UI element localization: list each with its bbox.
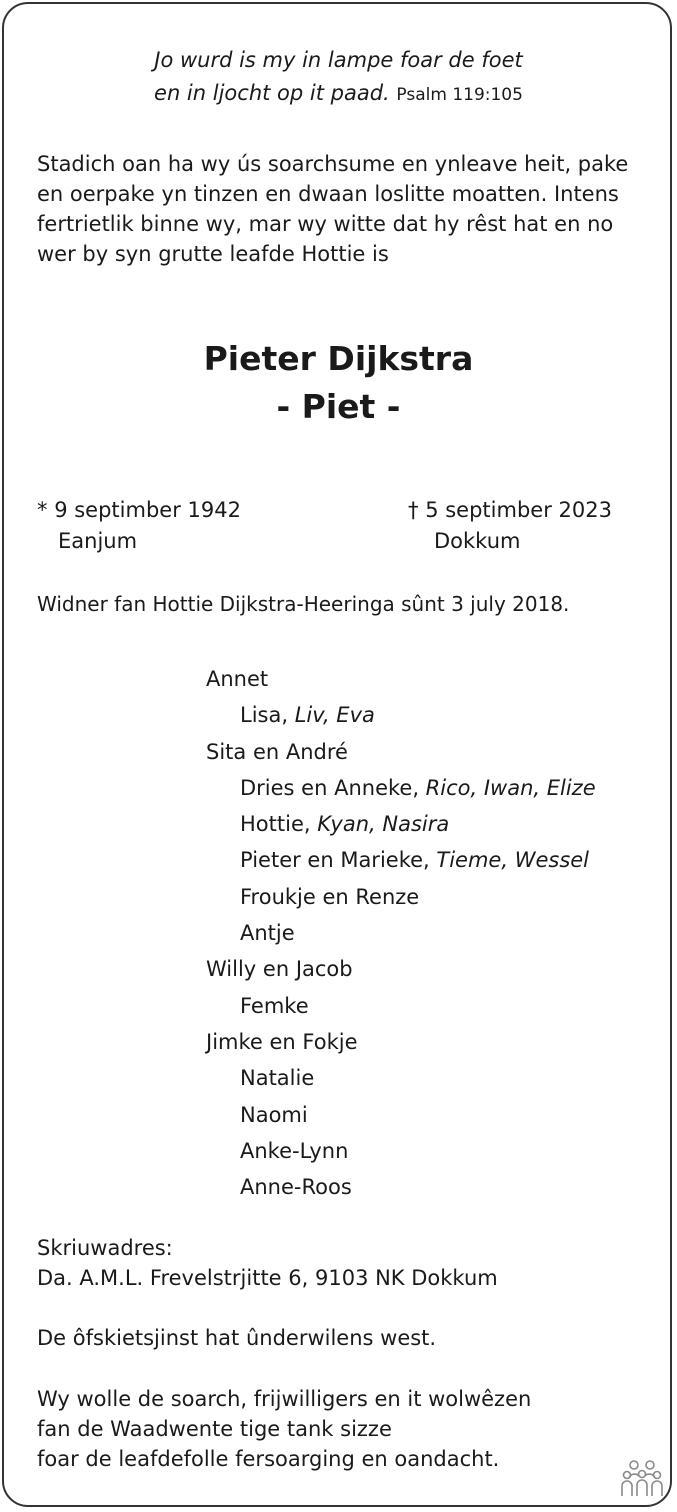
family-member-great-grandchildren: Liv, Eva — [294, 703, 375, 728]
family-member-names: Sita en André — [206, 739, 348, 764]
intro-line-3: fertrietlik binne wy, mar wy witte dat hy rêst hat en no — [37, 212, 614, 236]
address-label: Skriuwadres: — [37, 1236, 173, 1260]
family-list — [206, 661, 596, 1205]
intro-line-4: wer by syn grutte leafde Hottie is — [37, 242, 389, 266]
death-symbol: † — [408, 498, 419, 522]
service-note: De ôfskietsjinst hat ûnderwilens west. — [37, 1326, 437, 1350]
family-member-grandchild — [206, 842, 596, 878]
deceased-nickname: - Piet - — [276, 387, 401, 426]
death-place: Dokkum — [434, 529, 521, 553]
family-member-names: Anne-Roos — [240, 1175, 352, 1200]
family-member-grandchild — [206, 915, 596, 951]
verse-line-1: Jo wurd is my in lampe foar de foet — [154, 48, 523, 72]
family-member-names: Pieter en Marieke, — [240, 848, 437, 873]
verse-reference: Psalm 119:105 — [396, 85, 523, 105]
family-member-names: Lisa, — [240, 703, 295, 728]
birth-place: Eanjum — [58, 529, 138, 553]
birth-date-text: 9 septimber 1942 — [54, 498, 241, 522]
family-member-names: Annet — [206, 667, 269, 691]
widower-line: Widner fan Hottie Dijkstra-Heeringa sûnt 3 july 2018. — [37, 592, 570, 616]
family-member-grandchild — [206, 1097, 596, 1133]
intro-line-2: en oerpake yn tinzen en dwaan loslitte moatten. Intens — [37, 182, 619, 206]
verse-text: en in ljocht op it paad. — [154, 81, 390, 105]
verse-line-2 — [0, 78, 677, 110]
family-member-names: Froukje en Renze — [240, 884, 420, 909]
intro-line-1: Stadich oan ha wy ús soarchsume en ynleave heit, pake — [37, 152, 629, 176]
family-member-names: Natalie — [240, 1066, 315, 1091]
family-member-grandchild — [206, 988, 596, 1024]
family-member-grandchild — [206, 770, 596, 806]
family-member-grandchild — [206, 697, 596, 733]
family-member-names: Antje — [240, 921, 295, 946]
death-date — [408, 495, 612, 525]
family-member-great-grandchildren: Rico, Iwan, Elize — [425, 775, 596, 800]
birth-symbol: * — [37, 498, 48, 522]
family-member-child — [206, 951, 596, 987]
family-member-names: Anke-Lynn — [240, 1138, 349, 1163]
family-member-names: Femke — [240, 993, 309, 1018]
family-member-child — [206, 734, 596, 770]
family-member-names: Dries en Anneke, — [240, 775, 426, 800]
family-member-grandchild — [206, 879, 596, 915]
birth-date — [37, 495, 241, 525]
family-member-grandchild — [206, 1060, 596, 1096]
family-member-grandchild — [206, 1169, 596, 1205]
family-member-child — [206, 1024, 596, 1060]
people-group-icon — [620, 1456, 664, 1500]
thanks-line-2: fan de Waadwente tige tank sizze — [37, 1417, 392, 1441]
deceased-name: Pieter Dijkstra — [203, 339, 474, 378]
family-member-names: Jimke en Fokje — [206, 1029, 358, 1054]
family-member-names: Naomi — [240, 1102, 308, 1127]
family-member-grandchild — [206, 806, 596, 842]
family-member-names: Willy en Jacob — [206, 957, 353, 982]
thanks-line-1: Wy wolle de soarch, frijwilligers en it wolwêzen — [37, 1387, 532, 1411]
death-date-text: 5 septimber 2023 — [425, 498, 612, 522]
thanks-line-3: foar de leafdefolle fersoarging en oandacht. — [37, 1447, 500, 1471]
family-member-grandchild — [206, 1133, 596, 1169]
family-member-child — [206, 661, 596, 697]
family-member-names: Hottie, — [240, 812, 318, 837]
address-value: Da. A.M.L. Frevelstrjitte 6, 9103 NK Dokkum — [37, 1266, 498, 1290]
family-member-great-grandchildren: Kyan, Nasira — [317, 812, 450, 837]
family-member-great-grandchildren: Tieme, Wessel — [436, 848, 590, 873]
